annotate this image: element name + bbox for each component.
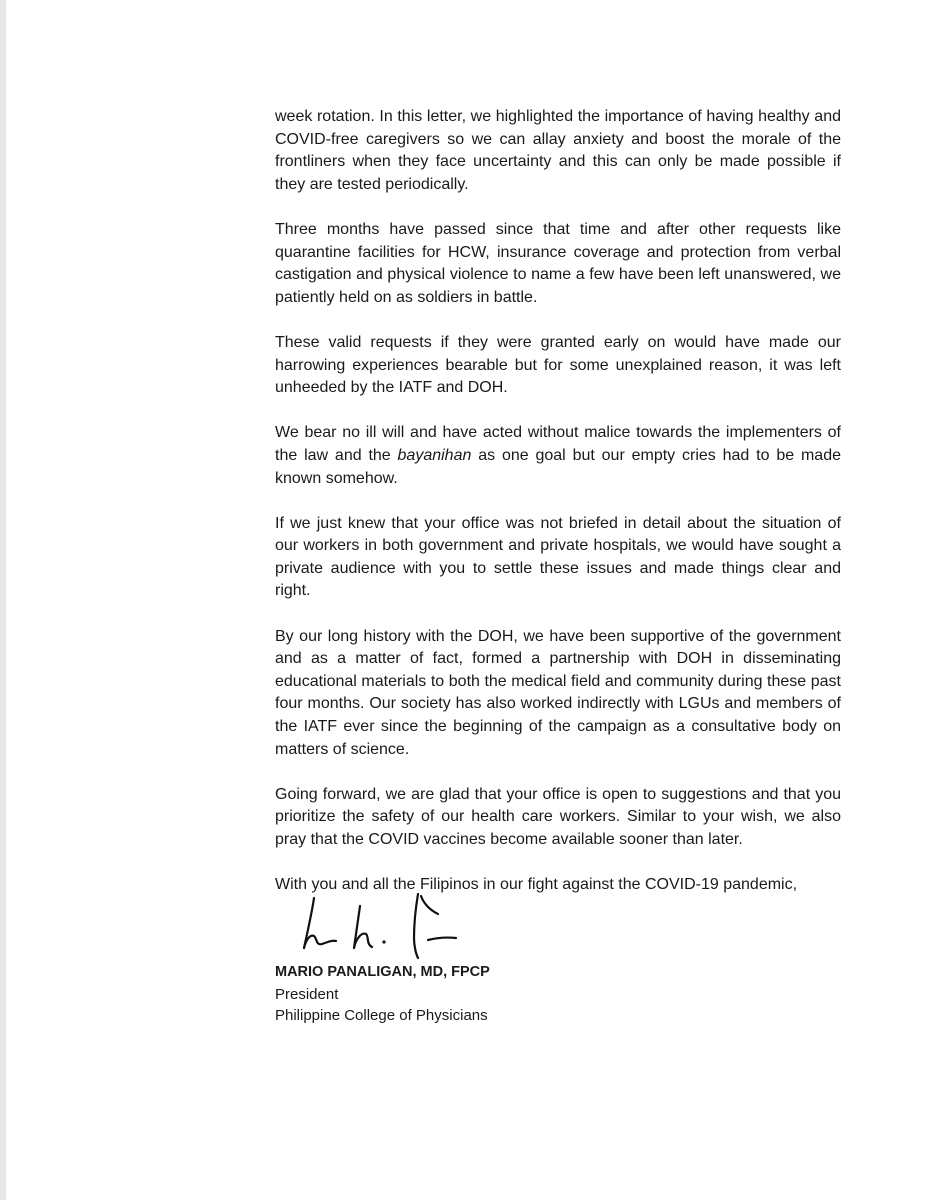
- signature-block: [275, 962, 490, 1027]
- paragraph-6: By our long history with the DOH, we have been supportive of the government and as a matter of fact, formed a partnership with DOH in disseminating educational materials to both the medical field and community during these past four months. Our society has also worked indirectly with LGUs and members of the IATF ever since the beginning of the campaign as a consultative body on matters of science.: [275, 627, 841, 758]
- paragraph-7: Going forward, we are glad that your office is open to suggestions and that you prioritize the safety of our health care workers. Similar to your wish, we also pray that the COVID vaccines become available sooner than later.: [275, 785, 841, 848]
- paragraph-5: If we just knew that your office was not briefed in detail about the situation of our workers in both government and private hospitals, we would have sought a private audience with you to settle these issues and made things clear and right.: [275, 514, 841, 600]
- paragraph-4: [275, 422, 841, 490]
- paragraph-4-start: We bear no ill will and have acted without malice towards the implementers of the law and the: [275, 424, 841, 464]
- signatory-title: President: [275, 985, 339, 1003]
- paragraph-4-end: as one goal but our empty cries had to be made known somehow.: [275, 446, 841, 487]
- letter-body: [275, 106, 841, 897]
- paragraph-2: Three months have passed since that time and after other requests like quarantine facilities for HCW, insurance coverage and protection from verbal castigation and physical violence to name a few have been left unanswered, we patiently held on as soldiers in battle.: [275, 220, 841, 306]
- closing-line: With you and all the Filipinos in our fight against the COVID-19 pandemic,: [275, 876, 798, 894]
- handwritten-signature: [288, 890, 468, 960]
- signatory-name: MARIO PANALIGAN, MD, FPCP: [275, 964, 490, 980]
- signatory-organization: Philippine College of Physicians: [275, 1007, 488, 1024]
- paragraph-1: week rotation. In this letter, we highlighted the importance of having healthy and COVID-free caregivers so we can allay anxiety and boost the morale of the frontliners when they face uncertainty and this can only be made possible if they are tested periodically.: [275, 108, 841, 193]
- paragraph-3: These valid requests if they were granted early on would have made our harrowing experiences bearable but for some unexplained reason, it was left unheeded by the IATF and DOH.: [275, 333, 841, 397]
- paragraph-4-italic: bayanihan: [397, 446, 472, 464]
